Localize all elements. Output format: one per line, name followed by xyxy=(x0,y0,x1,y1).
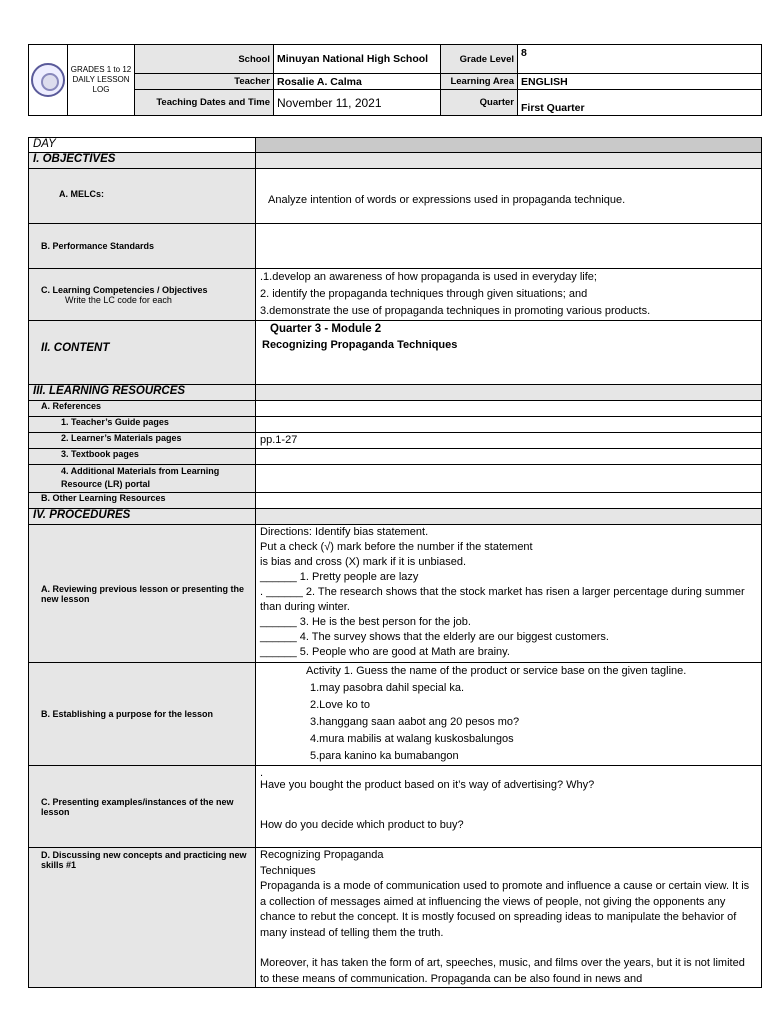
dates-label: Teaching Dates and Time xyxy=(135,90,274,116)
learning-area-value: ENGLISH xyxy=(518,74,762,90)
school-value: Minuyan National High School xyxy=(274,45,441,74)
objectives-title: I. OBJECTIVES xyxy=(29,153,256,169)
lesson-log-table xyxy=(28,137,762,988)
teacher-value: Rosalie A. Calma xyxy=(274,74,441,90)
additional-materials-value xyxy=(256,465,762,493)
proc-b-label: B. Establishing a purpose for the lesson xyxy=(29,663,256,766)
content-label: II. CONTENT xyxy=(29,321,256,385)
proc-d-label: D. Discussing new concepts and practicing new skills #1 xyxy=(29,848,256,988)
references-label: A. References xyxy=(29,401,256,417)
textbook-pages-value xyxy=(256,449,762,465)
teacher-label: Teacher xyxy=(135,74,274,90)
lm-pages-label: 2. Learner’s Materials pages xyxy=(29,433,256,449)
melcs-value: Analyze intention of words or expressions used in propaganda technique. xyxy=(256,169,762,224)
melcs-label: A. MELCs: xyxy=(29,169,256,224)
other-resources-value xyxy=(256,493,762,509)
header-table xyxy=(28,44,762,116)
grade-level-value: 8 xyxy=(518,45,762,74)
competencies-value: .1.develop an awareness of how propaganda is used in everyday life; 2. identify the propaganda techniques through given situations; and 3.demonstrate the use of propaganda techniques in promoting various products. xyxy=(256,269,762,321)
performance-value xyxy=(256,224,762,269)
proc-a-value: Directions: Identify bias statement. Put a check (√) mark before the number if the statement is bias and cross (X) mark if it is unbiased. ______ 1. Pretty people are lazy . ______ 2. The research shows that the stock market has risen a larger percentage during summer than during winter. ______ 3. He is the best person for the job. ______ 4. The survey shows that the elderly are our biggest customers. ______ 5. People who are good at Math are brainy. xyxy=(256,525,762,663)
school-label: School xyxy=(135,45,274,74)
objectives-title-value xyxy=(256,153,762,169)
resources-title-value xyxy=(256,385,762,401)
proc-c-value: . Have you bought the product based on it’s way of advertising? Why? How do you decide which product to buy? xyxy=(256,766,762,848)
proc-b-value: Activity 1. Guess the name of the product or service base on the given tagline. 1.may pasobra dahil special ka. 2.Love ko to 3.hanggang saan aabot ang 20 pesos mo? 4.mura mabilis at walang kuskosbalungos 5.para kanino ka bumabangon xyxy=(256,663,762,766)
content-value: Quarter 3 - Module 2 Recognizing Propaganda Techniques xyxy=(256,321,762,385)
dll-title: GRADES 1 to 12 DAILY LESSON LOG xyxy=(68,45,135,116)
deped-seal-icon xyxy=(31,63,65,97)
procedures-title-value xyxy=(256,509,762,525)
proc-a-label: A. Reviewing previous lesson or presenting the new lesson xyxy=(29,525,256,663)
proc-d-value: Recognizing Propaganda Techniques Propaganda is a mode of communication used to promote and influence a cause or certain view. It is a collection of messages aimed at influencing the views of people, not giving the opponents any chance to rebut the concept. It is mostly focused on spreading ideas to manipulate the behavior of many instead of telling them the truth. Moreover, it has taken the form of art, speeches, music, and films over the years, but it is not limited to these means of communication. Propaganda can be also found in news and xyxy=(256,848,762,988)
performance-label: B. Performance Standards xyxy=(29,224,256,269)
proc-c-label: C. Presenting examples/instances of the new lesson xyxy=(29,766,256,848)
day-value xyxy=(256,138,762,153)
procedures-title: IV. PROCEDURES xyxy=(29,509,256,525)
lm-pages-value: pp.1-27 xyxy=(256,433,762,449)
textbook-pages-label: 3. Textbook pages xyxy=(29,449,256,465)
grade-level-label: Grade Level xyxy=(441,45,518,74)
quarter-value: First Quarter xyxy=(518,90,762,116)
learning-area-label: Learning Area xyxy=(441,74,518,90)
additional-materials-label: 4. Additional Materials from Learning Resource (LR) portal xyxy=(29,465,256,493)
tg-pages-label: 1. Teacher’s Guide pages xyxy=(29,417,256,433)
deped-seal-cell xyxy=(29,45,68,116)
other-resources-label: B. Other Learning Resources xyxy=(29,493,256,509)
day-label: DAY xyxy=(29,138,256,153)
resources-title: III. LEARNING RESOURCES xyxy=(29,385,256,401)
dates-value: November 11, 2021 xyxy=(274,90,441,116)
references-value xyxy=(256,401,762,417)
tg-pages-value xyxy=(256,417,762,433)
quarter-label: Quarter xyxy=(441,90,518,116)
competencies-label: C. Learning Competencies / Objectives Write the LC code for each xyxy=(29,269,256,321)
